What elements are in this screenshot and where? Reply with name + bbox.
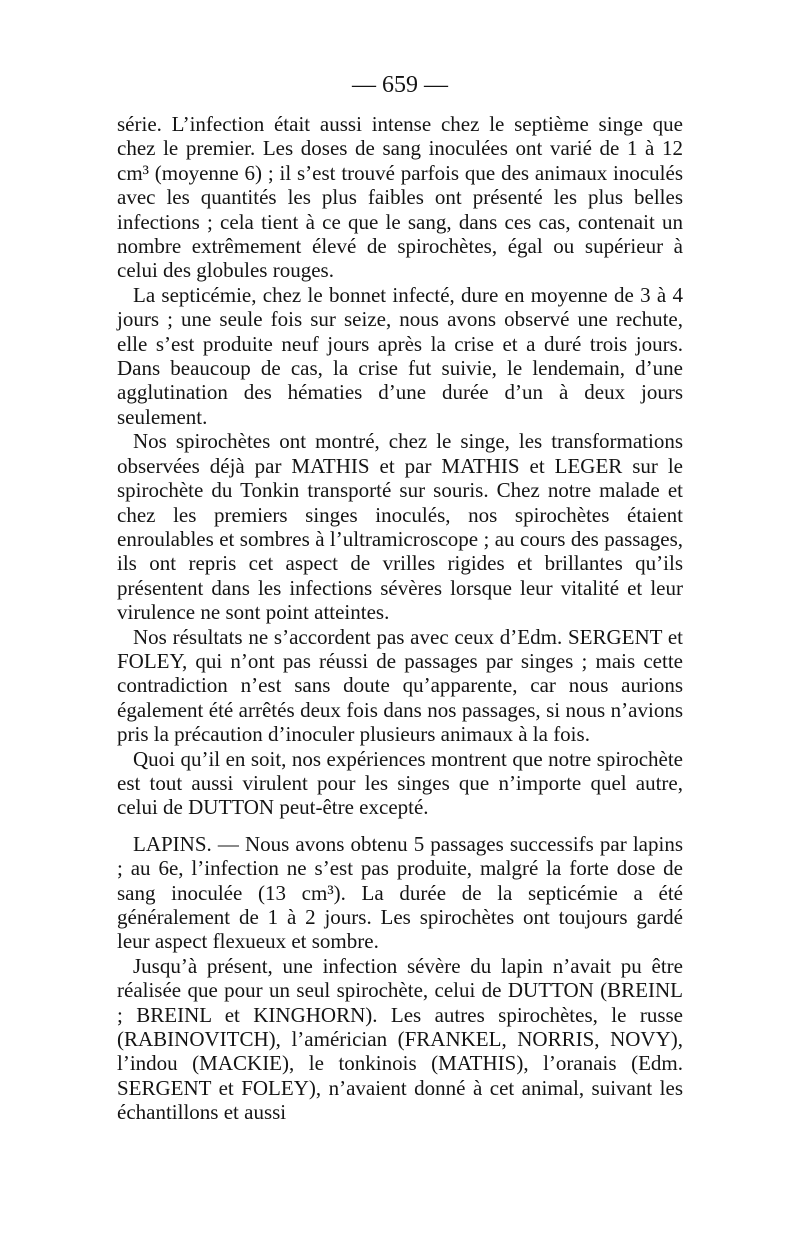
paragraph-2: La septicémie, chez le bonnet infecté, dure en moyenne de 3 à 4 jours ; une seule fois sur seize, nous avons observé une rechute, elle s’est produite neuf jours après la crise et a duré trois jours. Dans beaucoup de cas, la crise fut suivie, le lendemain, d’une agglutination des hématies d’une durée d’un à deux jours seulement. bbox=[117, 282, 683, 429]
paragraph-4: Nos résultats ne s’accordent pas avec ceux d’Edm. SERGENT et FOLEY, qui n’ont pas réussi de passages par singes ; mais cette contradiction n’est sans doute qu’apparente, car nous aurions également été arrêtés deux fois dans nos passages, si nous n’avions pris la précaution d’inoculer plusieurs animaux à la fois. bbox=[117, 624, 683, 747]
body-text bbox=[117, 112, 683, 1125]
paragraph-6: LAPINS. — Nous avons obtenu 5 passages successifs par lapins ; au 6e, l’infection ne s’est pas produite, malgré la forte dose de sang inoculée (13 cm³). La durée de la septicémie a été généralement de 1 à 2 jours. Les spirochètes ont toujours gardé leur aspect flexueux et sombre. bbox=[117, 831, 683, 954]
paragraph-3: Nos spirochètes ont montré, chez le singe, les transformations observées déjà par MATHIS et par MATHIS et LEGER sur le spirochète du Tonkin transporté sur souris. Chez notre malade et chez les premiers singes inoculés, nos spirochètes étaient enroulables et sombres à l’ultramicroscope ; au cours des passages, ils ont repris cet aspect de vrilles rigides et brillantes qu’ils présentent dans les infections sévères lorsque leur vitalité et leur virulence ne sont point atteintes. bbox=[117, 429, 683, 625]
paragraph-5: Quoi qu’il en soit, nos expériences montrent que notre spirochète est tout aussi virulent pour les singes que n’importe quel autre, celui de DUTTON peut-être excepté. bbox=[117, 746, 683, 820]
paragraph-1: série. L’infection était aussi intense chez le septième singe que chez le premier. Les doses de sang inoculées ont varié de 1 à 12 cm³ (moyenne 6) ; il s’est trouvé parfois que des animaux inoculés avec les quantités les plus faibles ont présenté les plus belles infections ; cela tient à ce que le sang, dans ces cas, contenait un nombre extrêmement élevé de spirochètes, égal ou supérieur à celui des globules rouges. bbox=[117, 112, 683, 283]
page-number: — 659 — bbox=[352, 72, 448, 98]
paragraph-7: Jusqu’à présent, une infection sévère du lapin n’avait pu être réalisée que pour un seul spirochète, celui de DUTTON (BREINL ; BREINL et KINGHORN). Les autres spirochètes, le russe (RABINOVITCH), l’américian (FRANKEL, NORRIS, NOVY), l’indou (MACKIE), le tonkinois (MATHIS), l’oranais (Edm. SERGENT et FOLEY), n’avaient donné à cet animal, suivant les échantillons et aussi bbox=[117, 953, 683, 1125]
